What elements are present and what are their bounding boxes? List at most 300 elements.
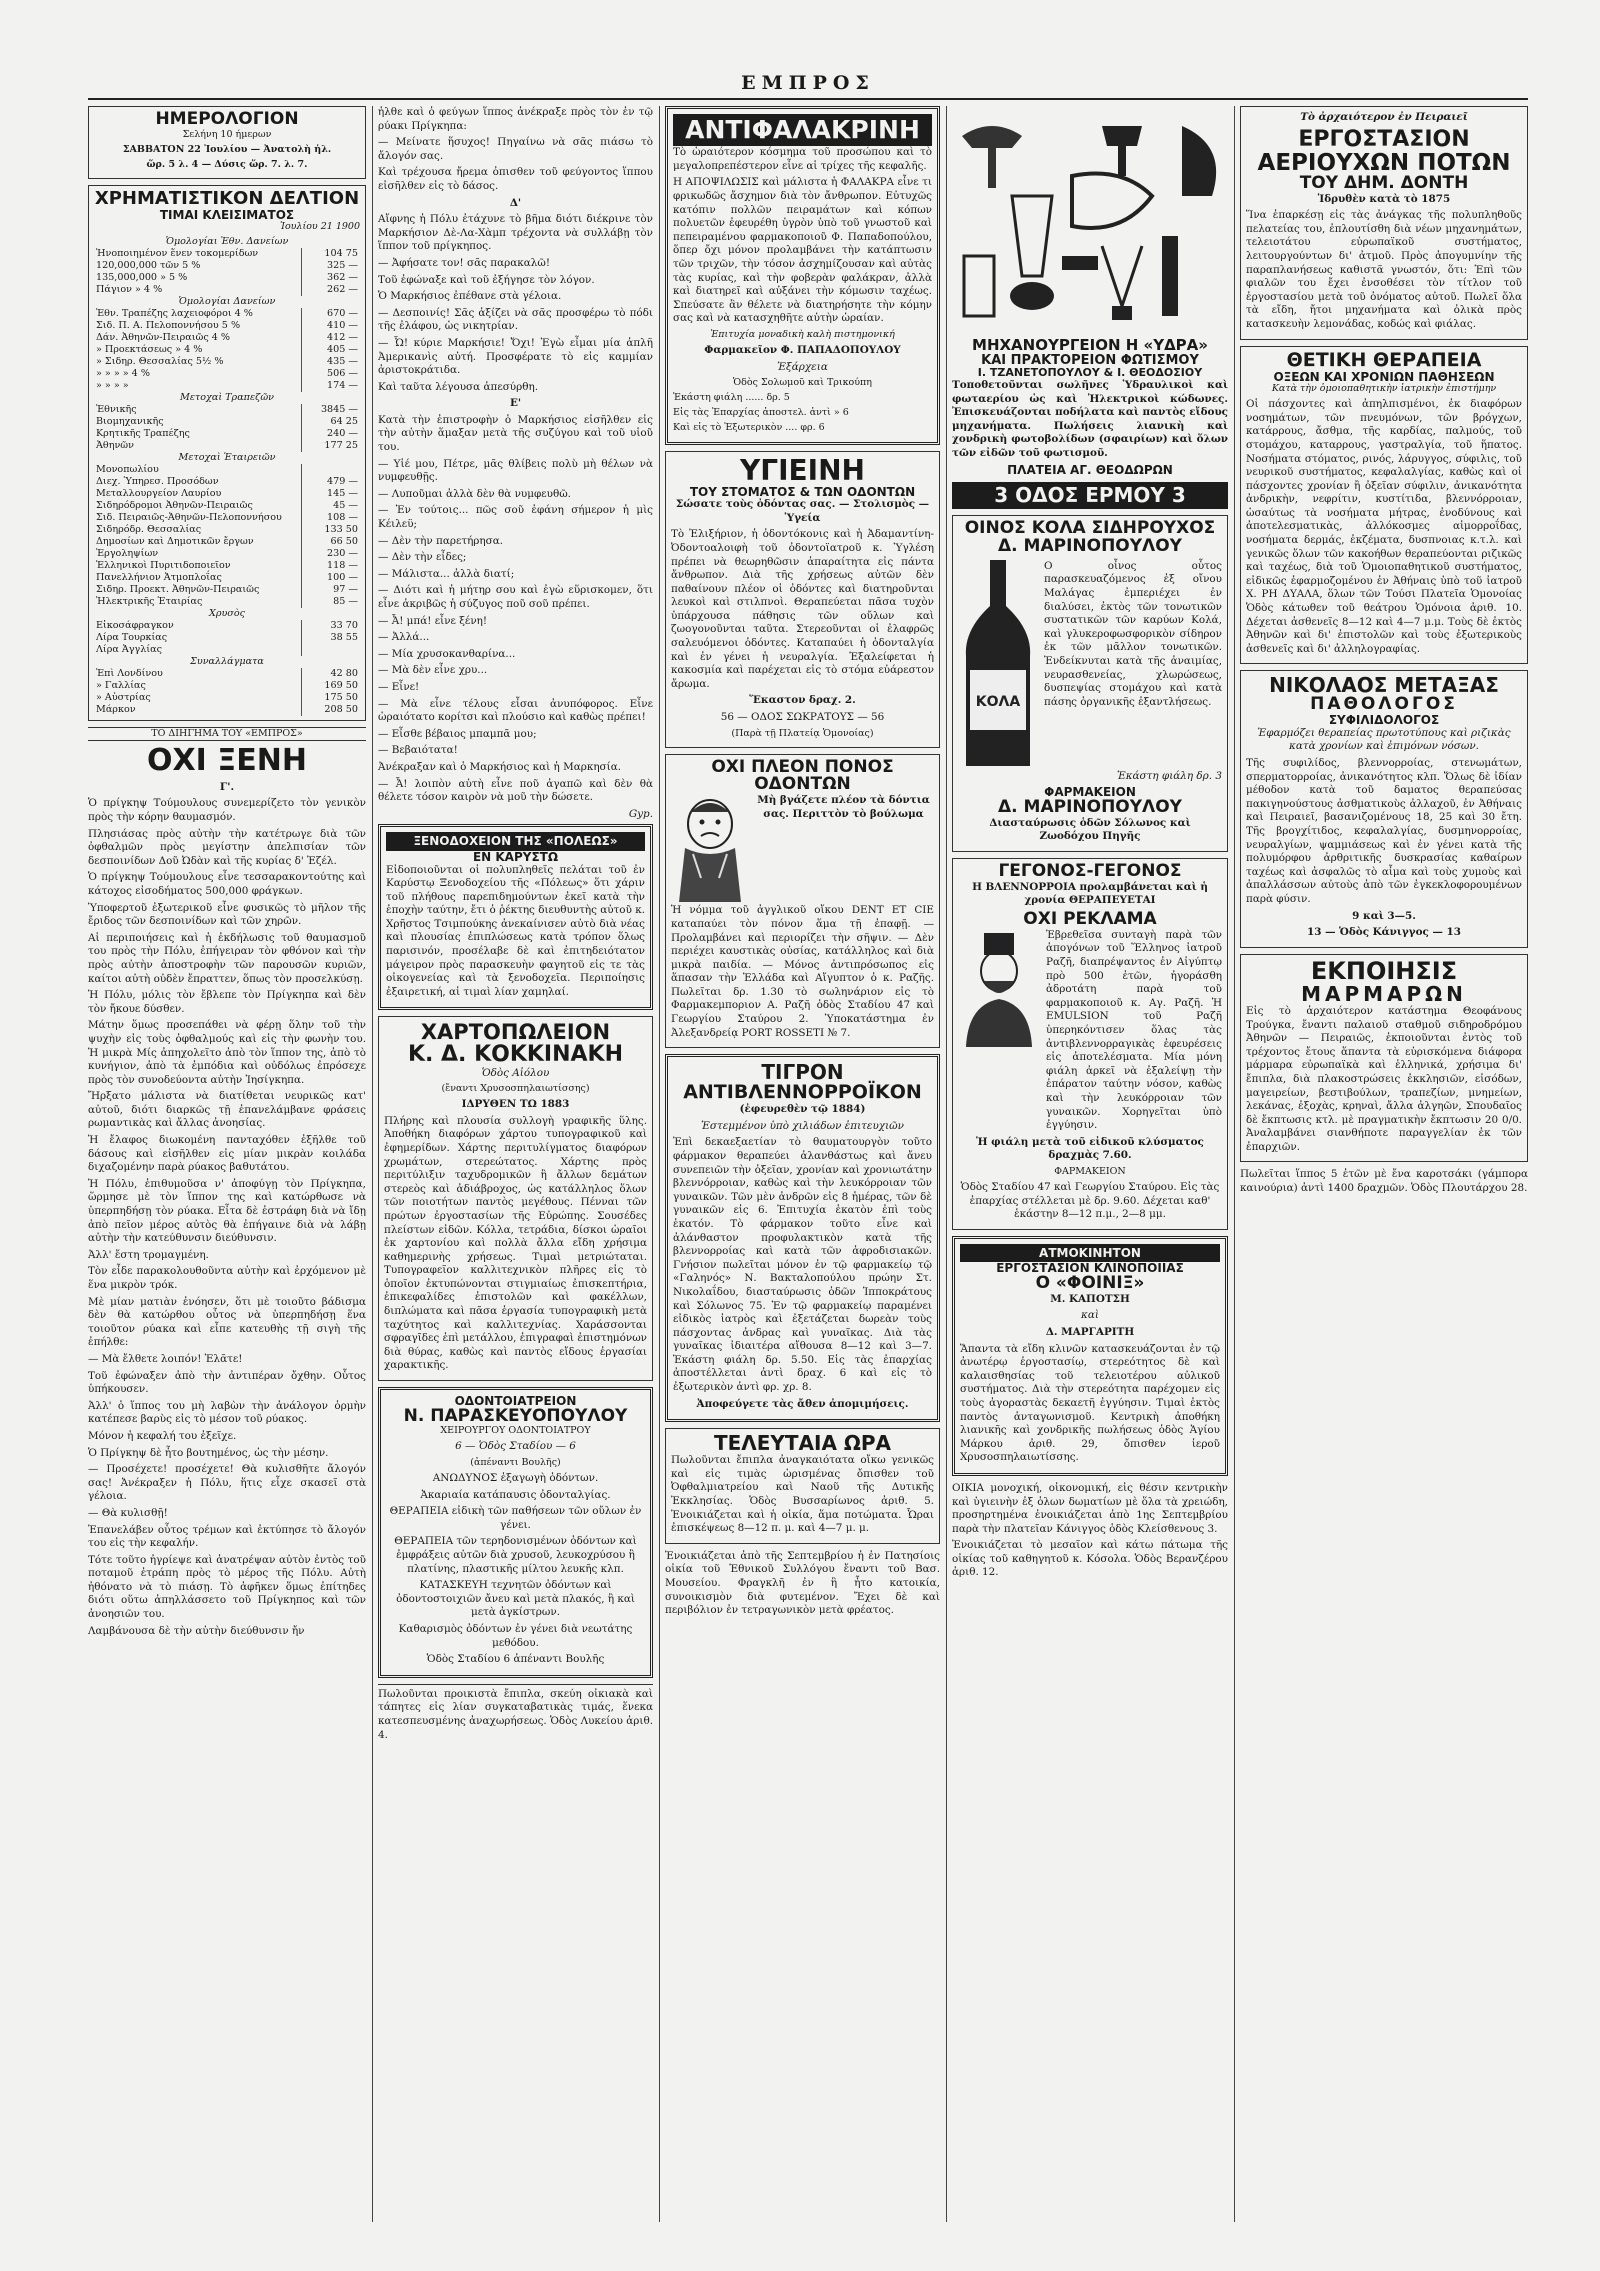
stationery-title: ΧΑΡΤΟΠΩΛΕΙΟΝ xyxy=(420,1020,611,1045)
table-section-label: Χρυσὸς xyxy=(209,608,245,620)
security-price: 169 50 xyxy=(302,680,361,692)
paragraph: Καὶ ταῦτα λέγουσα ἀπεσύρθη. xyxy=(378,380,538,393)
homeopathy-subtitle: ΟΞΕΩΝ ΚΑΙ ΧΡΟΝΙΩΝ ΠΑΘΗΣΕΩΝ xyxy=(1273,369,1495,384)
security-price: 64 25 xyxy=(302,416,361,428)
paragraph: Ἀκαριαία κατάπαυσις ὀδονταλγίας. xyxy=(420,1488,611,1501)
paragraph: — Ἐν τούτοις... πῶς σοῦ ἐφάνη σήμερον ἡ μὶς Κέιλεϋ; xyxy=(378,504,653,531)
feuilleton-title: ΟΧΙ ΞΕΝΗ xyxy=(147,743,307,779)
phoenix-text: Ἅπαντα τὰ εἴδη κλινῶν κατασκευάζονται ἐν τῷ ἀνωτέρῳ ἐργοστασίῳ, στερεότητος δὲ καὶ καλαισθησίας τοῦ τελειοτέρου αὐλικοῦ συστήματος. Διὰ τὴν στερεότητα παρέχομεν εἰς τοὺς ἀγοραστὰς δεκαετῆ ἐγγύησιν. Τιμαὶ ἐκτὸς παντὸς ἀνταγωνισμοῦ. Κεντρικὴ ἀποθήκη λιανικῆς καὶ χονδρικῆς πωλήσεως ὁδὸς Ἁγίου Μάρκου ἀριθ. 29, ὄπισθεν ἱεροῦ Χρυσοσπηλαιωτίσσης. xyxy=(960,1342,1220,1464)
fact-address: Ὁδὸς Σταδίου 47 καὶ Γεωργίου Σταύρου. Εἰς τὰς ἐπαρχίας στέλλεται μὲ δρ. 9.60. Δέχεται καθ' ἑκάστην 8—12 π.μ., 2—8 μμ. xyxy=(960,1180,1220,1221)
paragraph: — Εἶσθε βέβαιος μπαμπᾶ μου; xyxy=(378,727,537,740)
paragraph: Μόνον ἡ κεφαλή του ἐξεῖχε. xyxy=(88,1429,237,1442)
doctor-portrait-illustration xyxy=(958,929,1040,1049)
table-section-label: Μετοχαὶ Τραπεζῶν xyxy=(180,392,274,404)
security-price: 262 — xyxy=(302,284,361,296)
metaxas-address: 13 — Ὁδὸς Κάνιγγος — 13 xyxy=(1307,926,1461,939)
hydra-owners: Ι. ΤΖΑΝΕΤΟΠΟΥΛΟΥ & Ι. ΘΕΟΔΟΣΙΟΥ xyxy=(977,366,1203,380)
hygiene-subtitle: ΤΟΥ ΣΤΟΜΑΤΟΣ & ΤΩΝ ΟΔΟΝΤΩΝ xyxy=(689,484,916,499)
paragraph: — Δεσποινίς! Σᾶς ἀξίζει νὰ σᾶς προσφέρω τὸ πόδι τῆς ἐλάφου, ὡς νικητρίαν. xyxy=(378,306,653,333)
table-row xyxy=(94,464,360,476)
table-row xyxy=(94,440,360,452)
security-price: 97 — xyxy=(302,584,361,596)
security-name: Μάρκον xyxy=(96,704,136,716)
security-name: » Σιδηρ. Θεσσαλίας 5½ % xyxy=(96,356,224,368)
stationery-ad xyxy=(378,1016,653,1381)
hygiene-slogan: Σώσατε τοὺς ὀδόντας σας. — Στολισμὸς — Ὑγεία xyxy=(675,498,930,524)
table-row xyxy=(94,368,360,380)
paragraph: — Ἆ! μπά! εἶνε ξένη! xyxy=(378,614,488,627)
phoenix-owner-2: Δ. ΜΑΡΓΑΡΙΤΗ xyxy=(1045,1325,1135,1338)
exchange-box xyxy=(88,185,366,721)
table-row xyxy=(94,596,360,608)
calendar-title: ΗΜΕΡΟΛΟΓΙΟΝ xyxy=(155,109,299,129)
dentist-title: ΟΔΟΝΤΟΙΑΤΡΕΙΟΝ xyxy=(454,1394,577,1409)
paragraph: Μάτην ὅμως προσεπάθει νὰ φέρῃ ὅλην τοῦ τὴν ψυχὴν εἰς τοὺς ὀφθαλμούς καὶ εἰς τὴν φωνὴν του. Ἡ μικρὰ Μίς ἀπηχολεῖτο ἀπὸ τὸν ἵππον της, ἀπὸ τὸ κυνήγιον, ἀπὸ τὰ ἐμπόδια καὶ οὐδόλως ἐπρόσεχε πρὸς τὸν συνοδεύοντα αὐτὴν Ἰησίγκηπα. xyxy=(88,1019,366,1086)
paragraph: — Ἀφήσατε τον! σᾶς παρακαλῶ! xyxy=(378,256,550,269)
hydra-subtitle: ΚΑΙ ΠΡΑΚΤΟΡΕΙΟΝ ΦΩΤΙΣΜΟΥ xyxy=(981,352,1199,368)
security-name: Λίρα Ἀγγλίας xyxy=(96,644,162,656)
paragraph: — Μία χρυσοκανθαρίνα... xyxy=(378,647,516,660)
paragraph: — Βεβαιότατα! xyxy=(378,744,458,757)
table-row xyxy=(94,476,360,488)
paragraph: Μὲ μίαν ματιὰν ἐνόησεν, ὅτι μὲ τοιοῦτο βάδισμα δὲν θὰ κατώρθου οὗτος νὰ ὑπερπηδήσῃ ἕνα τοιοῦτον ρύακα καὶ εἶπε κατευθὴς τῇ σιγὴ τῆς ἐπήλθε: xyxy=(88,1295,366,1349)
toothache-subtitle: Μὴ βγάζετε πλέον τὰ δόντια σας. Περιττὸν τὸ βούλωμα xyxy=(757,794,930,820)
security-price: 104 75 xyxy=(302,248,361,260)
security-price: 435 — xyxy=(302,356,361,368)
security-price: 325 — xyxy=(302,260,361,272)
security-name: Σιδηρόδρ. Θεσσαλίας xyxy=(96,524,202,536)
toothache-ad xyxy=(665,754,940,1049)
table-section-label: Συναλλάγματα xyxy=(190,656,264,668)
table-row xyxy=(94,452,360,464)
security-price: 174 — xyxy=(302,380,361,392)
table-row xyxy=(94,500,360,512)
hydra-title: ΜΗΧΑΝΟΥΡΓΕΙΟΝ Η «ΥΔΡΑ» xyxy=(972,336,1208,354)
security-price: 118 — xyxy=(302,560,361,572)
paragraph: — Μὰ ἔλθετε λοιπόν! Ἐλᾶτε! xyxy=(88,1352,243,1365)
story-continuation xyxy=(378,106,653,194)
metaxas-ad xyxy=(1240,670,1528,947)
security-name: Ἐπὶ Λονδίνου xyxy=(96,668,163,680)
paragraph: Ἤρξατο μάλιστα νὰ διατίθεται νευρικῶς κατ' αὐτοῦ, διότι διαρκῶς τῇ ἐπανελάμβανε φράσεις ρωμαντικὰς καὶ ἄλλας ἀνοησίας. xyxy=(88,1090,366,1130)
paragraph: Τότε τοῦτο ἠγρίεψε καὶ ἀνατρέψαν αὐτὸν ἐντὸς τοῦ ποταμοῦ ἐτράπη πρὸς τὸ μέρος τῆς Πόλυ. Αὐτὴ ἠθόνατο νὰ τὸ πιάσῃ. Τὸ ἀφῆκεν ὅμως ἐπίτηδες διότι οὕτω ἀπηλλάσσετο τοῦ Πρίγκηπος καὶ τῶν ἀνοησιῶν του. xyxy=(88,1553,366,1621)
table-row xyxy=(94,344,360,356)
antifalakrini-prices xyxy=(673,392,932,434)
last-hour-text: Πωλοῦνται ἔπιπλα ἀναγκαιότατα οἴκω γενικῶς καὶ εἰς τιμὰς ὡρισμένας ὄπισθεν τοῦ Ὀφθαλμιατρείου καὶ Ναοῦ τῆς Δυτικῆς Ἐκκλησίας. Ὁδὸς Βυσσαρίωνος ἀριθ. 5. Ἐνοικιάζεται καὶ ἡ οἰκία, ἅμα ποτώματα. Ὧραι ἐπισκέψεως 8—12 π. μ. καὶ 4—7 μ. μ. xyxy=(671,1454,934,1535)
hygiene-price: Ἕκαστον δραχ. 2. xyxy=(749,694,856,707)
fact-ad xyxy=(952,858,1228,1230)
table-row xyxy=(94,236,360,248)
cola-wine-pharmacy-name: Δ. ΜΑΡΙΝΟΠΟΥΛΟΥ xyxy=(998,796,1182,817)
section-mark: Ε' xyxy=(509,397,522,410)
paragraph: Ἑκάστη φιάλη ...... δρ. 5 xyxy=(673,392,790,404)
table-row xyxy=(94,356,360,368)
security-name: Εἰκοσάφραγκον xyxy=(96,620,174,632)
security-name: Βιομηχανικῆς xyxy=(96,416,164,428)
last-hour-ad xyxy=(665,1428,940,1544)
security-name: » » » » 4 % xyxy=(96,368,150,380)
antifalakrini-pharmacy: Φαρμακεῖον Φ. ΠΑΠΑΔΟΠΟΥΛΟΥ xyxy=(704,343,901,356)
soda-founded: Ἱδρυθὲν κατὰ τὸ 1875 xyxy=(1317,192,1451,205)
security-price: 108 — xyxy=(302,512,361,524)
security-price: 100 — xyxy=(302,572,361,584)
paragraph: — Θὰ κυλισθῇ! xyxy=(88,1506,168,1519)
table-row xyxy=(94,332,360,344)
tigron-title: ΤΙΓΡΟΝ xyxy=(761,1060,844,1085)
security-price xyxy=(302,464,361,476)
security-name: Σιδηρ. Προεκτ. Ἀθηνῶν-Πειραιῶς xyxy=(96,584,260,596)
security-name: 120,000,000 τῶν 5 % xyxy=(96,260,201,272)
table-row xyxy=(94,548,360,560)
paragraph: Καὶ τρέχουσα ἤρεμα ὀπισθεν τοῦ φεύγοντος ἵππου εἰσῆλθεν εἰς τὸ δάσος. xyxy=(378,166,653,192)
metaxas-slogan: Ἐφαρμόζει θεραπείας πρωτοτύπους καὶ ριζικὰς κατὰ χρονίων καὶ ἐπιμόνων νόσων. xyxy=(1257,726,1511,753)
hydra-illustration xyxy=(952,106,1228,338)
soda-owner: ΤΟΥ ΔΗΜ. ΔΟΝΤΗ xyxy=(1299,172,1469,193)
cola-wine-ad xyxy=(952,515,1228,852)
column-3 xyxy=(665,106,940,2222)
feuilleton-label: ΤΟ ΔΙΗΓΗΜΑ ΤΟΥ «ΕΜΠΡΟΣ» xyxy=(88,727,366,741)
paragraph: Τὸν εἶδε παρακολουθοῦντα αὐτὴν καὶ ἐρχόμενον μὲ ἕνα μικρὸν τρόκ. xyxy=(88,1265,366,1292)
table-row xyxy=(94,536,360,548)
floor-rent-notice: Ἐνοικιάζεται τὸ μεσαῖον καὶ κάτω πάτωμα τῆς οἰκίας τοῦ καθηγητοῦ κ. Κόσολα. Ὁδὸς Βερανζέρου ἀριθ. 12. xyxy=(952,1539,1228,1579)
calendar-box xyxy=(88,106,366,179)
phoenix-and: καὶ xyxy=(1081,1309,1099,1322)
security-name: Μονοπωλίου xyxy=(96,464,159,476)
antifalakrini-address: Ὁδὸς Σολωμοῦ καὶ Τρικούπη xyxy=(733,377,872,389)
marble-ad xyxy=(1240,954,1528,1163)
table-row xyxy=(94,392,360,404)
security-price: 177 25 xyxy=(302,440,361,452)
story-continuation xyxy=(378,213,653,394)
table-row xyxy=(94,404,360,416)
paragraph: Ὁ Μαρκήσιος ἐπέθανε στὰ γέλοια. xyxy=(378,290,562,303)
fact-claim: ΟΧΙ ΡΕΚΛΑΜΑ xyxy=(1023,909,1157,930)
table-row xyxy=(94,644,360,656)
security-name: Κρητικῆς Τραπέζης xyxy=(96,428,190,440)
masthead: ΕΜΠΡΟΣ xyxy=(88,72,1528,100)
paragraph: Εἰς τὰς Ἐπαρχίας ἀποστελ. ἀντὶ » 6 xyxy=(673,407,849,419)
column-rule xyxy=(1234,106,1235,2222)
marble-subtitle: ΜΑΡΜΑΡΩΝ xyxy=(1301,981,1467,1006)
security-price: 33 70 xyxy=(302,620,361,632)
table-row xyxy=(94,512,360,524)
paragraph: Ἡ ἔλαφος διωκομένη πανταχόθεν ἐξῆλθε τοῦ δάσους καὶ εἰσῆλθεν εἰς μίαν μικρὰν κοιλάδα διχαζομένην παρὰ ρύακος βαθυτάτου. xyxy=(88,1134,366,1174)
wine-bottle-illustration xyxy=(958,560,1038,770)
paragraph: — Μάλιστα... ἀλλὰ διατί; xyxy=(378,567,515,580)
antifalakrini-text: Η ΑΠΟΨΙΛΩΣΙΣ καὶ μάλιστα ἡ ΦΑΛΑΚΡΑ εἶνε τι φρικωδῶς ἄσχημον διὰ τὸν ἄνθρωπον. Εὐτυχῶς κατόπιν πολλῶν πειραμάτων καὶ κόπων πολυετῶν ἐφευρέθη ὑγρὸν ὑπὸ τοῦ γνωστοῦ καὶ πεπειραμένου φαρμακοποιοῦ Φ. Παπαδοπούλου, ὅπερ ὄχι μόνον προλαμβάνει τὴν κατάπτωσιν τῶν τριχῶν, τὴν τόσον ἀσχημίζουσαν καὶ αὐτὰς τὰς κυρίας, καὶ τὴν φοβερὰν φαλάκραν, ἀλλὰ καὶ διατηρεῖ καὶ αὐξάνει τὴν κόμωσιν ταχέως. Σπεύσατε ἂν θέλετε νὰ διατηρήσητε τὴν κόμην σας καὶ νὰ κατασχηθῆτε αὐτὴν ὡραίαν. xyxy=(673,176,932,325)
cola-wine-pharmacy: ΦΑΡΜΑΚΕΙΟΝ xyxy=(1044,785,1136,800)
paragraph: Ἀλλ' ὁ ἵππος του μὴ λαβὼν τὴν ἀνάλογον ὁρμὴν κατέπεσε βαρὺς εἰς τὸ μέσον τοῦ ρύακος. xyxy=(88,1399,366,1426)
security-price: 506 — xyxy=(302,368,361,380)
security-price: 362 — xyxy=(302,272,361,284)
hygiene-text: Τὸ Ἐλιξήριον, ἡ ὀδοντόκονις καὶ ἡ Ἀδαμαντίνη-Ὀδοντοαλοιφὴ τοῦ ὀδοντοϊατροῦ κ. Ὑγλέση πρέπει νὰ θεωρηθῶσιν ἀπαραίτητα εἰς πάντα ἄνθρωπον. Διὰ τῆς χρήσεως αὐτῶν δὲν παθαίνουν πλέον οἱ ὀδόντες καὶ διατηροῦνται λευκοὶ καὶ στιλπνοὶ. Θεραπεύεται πᾶσα τυχὸν ὑπάρχουσα πάθησις τῶν οὔλων καὶ ζωογονοῦνται ταῦτα. Στερεοῦνται οἱ ἐλαφρῶς σαλευόμενοι ὀδόντες. Καταπαύει ἡ ὀδονταλγία καὶ ἐν γένει ἡ νευραλγία. Ἐξαλείφεται ἡ κακοσμία καὶ παρέχεται εἰς τὸ στόμα εὐάρεστον ἄρωμα. xyxy=(671,528,934,690)
phoenix-ad xyxy=(952,1236,1228,1476)
paragraph: Ὁ πρίγκηψ Τούμουλους συνεμερίζετο τὸν γενικὸν πρὸς τὴν κόρην θαυμασμόν. xyxy=(88,797,366,824)
table-row xyxy=(94,524,360,536)
lamps-and-fittings-icon xyxy=(952,106,1228,338)
table-row xyxy=(94,416,360,428)
security-name: Ἐθν. Τραπέζης λαχειοφόροι 4 % xyxy=(96,308,253,320)
soda-kicker: Τὸ ἀρχαιότερον ἐν Πειραιεῖ xyxy=(1300,111,1468,123)
metaxas-hours: 9 καὶ 3—5. xyxy=(1352,909,1416,922)
table-section-label: Ὁμολογίαι Ἐθν. Δανείων xyxy=(165,236,289,248)
last-hour-title: ΤΕΛΕΥΤΑΙΑ ΩΡΑ xyxy=(713,1431,892,1456)
furniture-sale-notice: Πωλοῦνται προικιστὰ ἔπιπλα, σκεύη οἰκιακὰ καὶ τάπητες εἰς λίαν συγκαταβατικὰς τιμάς, ἕνεκα κατεσπευσμένης ἀναχωρήσεως. Ὁδὸς Λυκείου ἀριθ. 4. xyxy=(378,1684,653,1742)
paragraph: Ἐπανελάβεν οὗτος τρέμων καὶ ἐκτύπησε τὸ ἄλογόν του εἰς τὴν κεφαλήν. xyxy=(88,1523,366,1550)
paragraph: — Υἱέ μου, Πέτρε, μᾶς θλίβεις πολὺ μὴ θέλων νὰ νυμφευθῇς. xyxy=(378,457,653,484)
tigron-year: (ἐφευρεθὲν τῷ 1884) xyxy=(739,1103,866,1116)
hydra-address: ΠΛΑΤΕΙΑ ΑΓ. ΘΕΟΔΩΡΩΝ xyxy=(1007,462,1173,477)
paragraph: Αἴφνης ἡ Πόλυ ἐτάχυνε τὸ βῆμα διότι διέκρινε τὸν Μαρκήσιον Δὲ-Λα-Χὰμπ τρέχοντα νὰ συλλάβῃ τὸν ἵππον τοῦ πρίγκηπος. xyxy=(378,213,653,253)
paragraph: Κατὰ τὴν ἐπιστροφὴν ὁ Μαρκήσιος εἰσῆλθεν εἰς τὴν αὐτὴν ἅμαξαν μετὰ τῆς συζύγου καὶ τοῦ υἱοῦ του. xyxy=(378,413,653,454)
table-row xyxy=(94,632,360,644)
metaxas-role-2: ΣΥΦΙΛΙΔΟΛΟΓΟΣ xyxy=(1328,713,1440,728)
antifalakrini-ad xyxy=(665,106,940,445)
security-name: Σιδ. Πειραιῶς-Ἀθηνῶν-Πελοποννήσου xyxy=(96,512,282,524)
stationery-text: Πλήρης καὶ πλουσία συλλογὴ γραφικῆς ὕλης. Ἀποθήκη διαφόρων χάρτου τυπογραφικοῦ καὶ ἐφημερίδων. Χάρτης περιτυλίγματος διαφόρων χρωμάτων, στερεώτατος. Χάρτης πρὸς περιτύλιξιν ταχυδρομικῶν ἢ ἄλλων δεμάτων στερεὸς καὶ ἀδιάβροχος, ὡς κατάλληλος ὅλων τῶν ποιοτήτων παντὸς μεγέθους. Πένναι τῶν πρώτων ἐργοστασίων τῆς Εὐρώπης. Σουσέδες πλείστων εἰδῶν. Κόλλα, τετράδια, δίσκοι ὡραῖοι ἐκ χαρτονίου καὶ πολλὰ ἄλλα εἴδη χρήσιμα καθημερινὴς χρήσεως. Τιμαὶ μετριώταται. Τυπογραφεῖον καλλιτεχνικὸν πλῆρες εἰς τὸ ὁποῖον ἐκτυπώνονται στιγμιαίως ἐπισκεπτήρια, ἐπικεφαλίδες ἐπιστολῶν καὶ φακέλλων, διπλώματα καὶ πᾶσα ἐργασία τυπογραφικὴ μετὰ ταχύτητος καὶ καλλιτεχνίας. Χαράσσονται σφραγῖδες ἐπὶ μετάλλου, ἐπιγραφαὶ ἐπιστημόνων διὰ θύρας, καθὼς καὶ παντὸς εἴδους ἐργασίαι χαρακτικῆς. xyxy=(384,1114,647,1372)
hygiene-ad xyxy=(665,451,940,747)
table-row xyxy=(94,668,360,680)
paragraph: — Διότι καὶ ἡ μήτηρ σου καὶ ἐγὼ εὕρισκομεν, ὅτι εἶνε ἀκριβῶς ἡ σύζυγος ποῦ σοῦ πρέπει. xyxy=(378,584,653,610)
table-section-label: Ὁμολογίαι Δανείων xyxy=(178,296,276,308)
cola-wine-maker: Δ. ΜΑΡΙΝΟΠΟΥΛΟΥ xyxy=(998,535,1182,556)
table-row xyxy=(94,320,360,332)
paragraph: Τοῦ ἐφώναξεν ἀπὸ τὴν ἀντιπέραν ὄχθην. Οὗτος ὑπήκουσεν. xyxy=(88,1369,366,1396)
paragraph: Ὁδὸς Σταδίου 6 ἀπέναντι Βουλῆς xyxy=(426,1653,605,1666)
paragraph: Ὁ Πρίγκηψ δὲ ἦτο βουτημένος, ὡς τὴν μέσην. xyxy=(88,1446,329,1459)
security-name: » » » » xyxy=(96,380,129,392)
table-row xyxy=(94,620,360,632)
paragraph: — Ὦ! κύριε Μαρκήσιε! Ὄχι! Ἐγὼ εἶμαι μία ἁπλῆ Ἀμερικανὶς αὐτή. Προσφέρατε τὸ εἰς καμμίαν ἀριστοκράτιδα. xyxy=(378,336,653,377)
security-name: Ἐργοληψίων xyxy=(96,548,159,560)
paragraph: Ὁ πρίγκηψ Τούμουλους εἶνε τεσσαρακοντούτης καὶ κάτοχος εἰσοδήματος 500,000 φράγκων. xyxy=(88,871,366,897)
homeopathy-title: ΘΕΤΙΚΗ ΘΕΡΑΠΕΙΑ xyxy=(1286,348,1482,371)
paragraph: ΑΝΩΔΥΝΟΣ ἐξαγωγὴ ὀδόντων. xyxy=(432,1472,599,1485)
fact-text: Ἐβρεθεῖσα συνταγὴ παρὰ τῶν ἀπογόνων τοῦ Ἕλληνος ἰατροῦ Ραζῆ, διαπρέψαντος ἐν Αἰγύπτῳ πρὸ 500 ἐτῶν, ἠγοράσθη ἀδροτάτη παρὰ τοῦ φαρμακοποιοῦ κ. Αγ. Ραζῆ. Ἡ EMULSION τοῦ Ραζῆ ὑπερηκόντισεν ὅλας τὰς ἀντιβλεννορραγικὰς ἐφευρέσεις εἰς ἀποτελέσματα. Μία μόνη φιάλη ἀρκεῖ νὰ ἐξαλείψῃ τὴν ἐπάρατον ταύτην νόσον, καθὼς καὶ τὴν λευκόρροιαν τῶν γυναικῶν. Χορηγεῖται ὑπὸ ἐγγύησιν. xyxy=(1046,928,1222,1132)
security-price: 405 — xyxy=(302,344,361,356)
paragraph: Καθαρισμὸς ὀδόντων ἐν γένει διὰ νεωτάτης μεθόδου. xyxy=(398,1623,633,1649)
security-name: Ἑλληνικοὶ Πυριτιδοποιεῖον xyxy=(96,560,231,572)
security-name: Διεχ. Ὑπηρεσ. Προσόδων xyxy=(96,476,219,488)
calendar-line: Σελήνη 10 ήμερων xyxy=(182,128,272,140)
security-name: Ἡνοποιημένον ἕνεν τοκομερίδων xyxy=(96,248,259,260)
hermou-banner: 3 ΟΔΟΣ ΕΡΜΟΥ 3 xyxy=(952,482,1228,509)
paragraph: Αἱ περιποιήσεις καὶ ἡ ἐκδήλωσις τοῦ θαυμασμοῦ του πρὸς τὴν Πόλυ, ἐπήγειραν τὸν φθόνον καὶ τὴν πρὸς αὐτὴν ἀποστροφὴν τῶν παρουσῶν κυριῶν, καίτοι αὐτὴ οὐδὲν ἔπραττεν, ὅπως τὸν προσελκύσῃ. xyxy=(88,931,366,985)
paragraph: ΘΕΡΑΠΕΙΑ τῶν τερηδονισμένων ὀδόντων καὶ ἐμφράξεις αὐτῶν διὰ χρυσοῦ, λευκοχρύσου ἢ πλατίνης, πλαστικῆς μίλτου λευκῆς κλπ. xyxy=(394,1535,637,1575)
dentist-ad xyxy=(378,1387,653,1678)
paragraph: — Δὲν τὴν εἶδες; xyxy=(378,551,467,564)
security-price: 479 — xyxy=(302,476,361,488)
security-price: 670 — xyxy=(302,308,361,320)
table-row xyxy=(94,272,360,284)
dentist-role: ΧΕΙΡΟΥΡΓΟΥ ΟΔΟΝΤΟΙΑΤΡΟΥ xyxy=(440,1425,591,1437)
rent-notice: Ἐνοικιάζεται ἀπὸ τῆς Σεπτεμβρίου ἡ ἐν Πατησίοις οἰκία τοῦ Ἐθνικοῦ Συλλόγου ἔναντι τοῦ Βασ. Μουσείου. Φραγκλῆ ἐν ἣ ἦτο κατοικία, συνοικισμὸν διὰ φυτεμένον. Ἔχει δὲ καὶ περιβόλιον ἐν τετραγωνικὸν μετὰ φρέατος. xyxy=(665,1549,940,1617)
security-price: 85 — xyxy=(302,596,361,608)
column-4 xyxy=(952,106,1228,2222)
metaxas-name: ΝΙΚΟΛΑΟΣ ΜΕΤΑΞΑΣ xyxy=(1269,673,1499,698)
table-row xyxy=(94,680,360,692)
homeopathy-note: Κατὰ τὴν ὁμοιοπαθητικὴν ἰατρικὴν ἐπιστήμην xyxy=(1271,383,1497,395)
table-row xyxy=(94,296,360,308)
exchange-table xyxy=(94,236,360,716)
security-name: Δημοσίων καὶ Δημοτικῶν ἔργων xyxy=(96,536,254,548)
security-name: Λίρα Τουρκίας xyxy=(96,632,168,644)
phoenix-title: ΑΤΜΟΚΙΝΗΤΟΝ xyxy=(960,1244,1220,1263)
security-name: Μεταλλουργείον Λαυρίου xyxy=(96,488,222,500)
stationery-owner: Κ. Δ. ΚΟΚΚΙΝΑΚΗ xyxy=(407,1042,624,1068)
hygiene-title: ΥΓΙΕΙΝΗ xyxy=(740,454,865,488)
table-row xyxy=(94,584,360,596)
security-name: » Αὐστρίας xyxy=(96,692,151,704)
tigron-ad xyxy=(665,1054,940,1422)
paragraph: Ὑποφερτοῦ ἐξωτερικοῦ εἶνε φυσικῶς τὸ μῆλον τῆς ἔριδος τῶν δεσποινίδων καὶ τῶν χηρῶν. xyxy=(88,901,366,928)
hygiene-address: 56 — ΟΔΟΣ ΣΩΚΡΑΤΟΥΣ — 56 xyxy=(720,711,885,724)
soda-headline: ΑΕΡΙΟΥΧΩΝ ΠΟΤΩΝ xyxy=(1257,149,1511,176)
exchange-subtitle: ΤΙΜΑΙ ΚΛΕΙΣΙΜΑΤΟΣ xyxy=(159,207,295,222)
stationery-address-note: (ἔναντι Χρυσοσπηλαιωτίσσης) xyxy=(441,1083,590,1095)
phoenix-owner-1: Μ. ΚΑΠΟΤΣΗ xyxy=(1050,1292,1130,1305)
tigron-subtitle: ΑΝΤΙΒΛΕΝΝΟΡΡΟΪΚΟΝ xyxy=(683,1081,922,1104)
paragraph: Ἀνέκραξαν καὶ ὁ Μαρκήσιος καὶ ἡ Μαρκησία. xyxy=(378,760,622,773)
cola-wine-address: Διασταύρωσις ὁδῶν Σόλωνος καὶ Ζωοδόχου Πηγῆς xyxy=(989,816,1191,843)
paragraph: — Εἶνε! xyxy=(378,680,420,693)
tigron-slogan: Ἐστεμμένον ὑπὸ χιλιάδων ἐπιτευχιῶν xyxy=(701,1119,904,1132)
newspaper-page xyxy=(88,72,1528,2222)
paragraph: Καὶ εἰς τὸ Ἐξωτερικὸν .... φρ. 6 xyxy=(673,422,825,434)
paragraph: — Μὰ εἶνε τέλους εἶσαι ἀνυπόφορος. Εἶνε ὡραιότατο κορίτσι καὶ πλούσιο καὶ καθὼς πρέπει! xyxy=(378,697,653,724)
security-price: 230 — xyxy=(302,548,361,560)
feuilleton-part: Γ'. xyxy=(219,780,235,793)
horse-sale-notice: Πωλεῖται ἵππος 5 ἐτῶν μὲ ἔνα καροτσάκι (γάμπορα καινούρια) ἀντὶ 1400 δραχμῶν. Ὁδὸς Πλουτάρχου 28. xyxy=(1240,1168,1528,1195)
security-price: 208 50 xyxy=(302,704,361,716)
security-price: 42 80 xyxy=(302,668,361,680)
paragraph: Λαμβάνουσα δὲ τὴν αὐτὴν διεύθυνσιν ἤν xyxy=(88,1624,305,1637)
column-5 xyxy=(1240,106,1528,2222)
cola-wine-price: Ἑκάστη φιάλη δρ. 3 xyxy=(1116,769,1222,782)
fact-price: Ἡ φιάλη μετὰ τοῦ εἰδικοῦ κλύσματος δραχμὰς 7.60. xyxy=(976,1135,1204,1162)
paragraph: — Μείνατε ἥσυχος! Πηγαίνω νὰ σᾶς πιάσω τὸ ἄλογόν σας. xyxy=(378,136,653,162)
paragraph: — Λυποῦμαι ἀλλὰ δὲν θὰ νυμφευθῶ. xyxy=(378,487,571,500)
table-row xyxy=(94,692,360,704)
table-row xyxy=(94,704,360,716)
paragraph: ΘΕΡΑΠΕΙΑ εἰδικὴ τῶν παθήσεων τῶν οὔλων ἐν γένει. xyxy=(389,1505,642,1531)
dentist-address: 6 — Ὁδὸς Σταδίου — 6 xyxy=(455,1440,576,1453)
calendar-line: ΣΑΒΒΑΤΟΝ 22 Ἰουλίου — Ἀνατολὴ ἡλ. xyxy=(122,143,332,155)
hotel-title: ΞΕΝΟΔΟΧΕΙΟΝ ΤΗΣ «ΠΟΛΕΩΣ» xyxy=(386,832,645,851)
paragraph: Ἡ Πόλυ, μόλις τὸν ἔβλεπε τὸν Πρίγκηπα καὶ δὲν τὸν ἤκουε δύσθεν. xyxy=(88,989,366,1015)
security-price: 175 50 xyxy=(302,692,361,704)
toothache-title: ΟΧΙ ΠΛΕΟΝ ΠΟΝΟΣ ΟΔΟΝΤΩΝ xyxy=(711,756,894,795)
column-rule xyxy=(946,106,947,2222)
table-row xyxy=(94,260,360,272)
cola-wine-text: Ο οἶνος οὗτος παρασκευαζόμενος ἐξ οἴνου Μαλάγας ἐμπεριέχει ἐν διαλύσει, ἐκτὸς τῶν τονωτικῶν συστατικῶν τῶν καρύων Κολά, καὶ γλυκεροφωσφορικὸν σίδηρον ἐκ τῶν μᾶλλον τονωτικῶν. Ἐνδείκνυται κατὰ τῆς ἀναιμίας, νευρασθενείας, χλωρώσεως, δυσπεψίας στομάχου καὶ κατὰ πάσης ὀργανικῆς ἐξαντλήσεως. xyxy=(1044,559,1222,708)
homeopathy-text: Οἱ πάσχοντες καὶ ἀπηλπισμένοι, ἐκ διαφόρων νοσημάτων, τῶν πνευμόνων, τῶν βρόγχων, κατάρρους, ἄσθμα, τῆς καρδίας, παλμούς, τοῦ στομάχου, καταρρους, γαστραλγία, τοῦ ἥπατος. Νοσήματα στόματος, ρινός, λάρυγγος, σύφιλις, τοῦ νευρικοῦ συστήματος, κεφαλαλγίας, καθὼς καὶ οἱ πάσχοντες χρονίαν ἢ ὀξεῖαν σύφιλιν, ἀνικανότητα ἀνδρικὴν, νεφρίτιν, κυστίτιδα, βλεννόρροιαν, ὡσαύτως τὰ νοσήματα μήτρας, ἐνοδύνους καὶ ἀποτελεσματικὰς, ἀλλόκοσμες αἱμορροΐδας, νοσήματα δερμάς, ἐκζέματα, δυσπνοιας κ.τ.λ. καὶ γενικῶς ὅλων τῶν κακοήθων θεραπεύονται ριζικῶς καὶ ταχέως, διὰ τοῦ Ὁμοιοπαθητικοῦ συστήματος, εἰδικῶς ἐφαρμοζομένου ἐν Ἀθήναις ὑπὸ τοῦ ἰατροῦ Χ. ΡΗ ΔΥΑΛΑ, ὅλων τῶν Τούσι Πλατεῖα Ὁμονοίας Ὁδὸς κάτωθεν τοῦ θεάτρου Ὁμόνοια ἀριθ. 10. Δέχεται ἀσθενεῖς 8—12 καὶ 4—7 μ.μ. Τοὺς δὲ ἐκτὸς Ἀθηνῶν καὶ δι' ἐπιστολῶν καὶ τοὺς ἐξωτερικοὺς ἀσθενεῖς καὶ δι' ἀλληλογραφίας. xyxy=(1246,398,1522,655)
exchange-date: Ἰουλίου 21 1900 xyxy=(280,221,360,233)
hotel-text: Εἰδοποιοῦνται οἱ πολυπληθεῖς πελάται τοῦ ἐν Καρύστῳ Ξενοδοχείου τῆς «Πόλεως» ὅτι χάριν τοῦ πλήθους παρεπιδημούντων ἐκεῖ κατὰ τὴν ἐποχὴν ταύτην, ἔτι ὁ ῥέκτης διευθυντὴς αὐτοῦ κ. Χρῆστος Τσιμπούκης ἀνεκαίνισεν αὐτὸ διὰ νέας καὶ πλουσίας ἐπιπλώσεως κατὰ τρόπον ὅλως παρισινόν, προσέλαβε δὲ καὶ ἐπιτηδειότατον μάγειρον πρὸς παρασκευὴν φαγητοῦ εἰς τε τὰς οἰκογενείας καὶ τὰ ξενοδοχεῖα. Περιποίησις ἐξαιρετική, αἱ τιμαὶ λίαν χαμηλαί. xyxy=(386,863,645,998)
security-price: 412 — xyxy=(302,332,361,344)
table-row xyxy=(94,488,360,500)
security-price: 66 50 xyxy=(302,536,361,548)
paragraph: — Προσέχετε! προσέχετε! Θὰ κυλισθῆτε ἄλογόν σας! Ἀνέκραξεν ἡ Πόλυ, ἥτις εἶχε σκασεῖ στὰ γέλοια. xyxy=(88,1463,366,1503)
soda-factory-ad xyxy=(1240,106,1528,340)
security-price: 410 — xyxy=(302,320,361,332)
paragraph: — Μὰ δὲν εἶνε χρυ... xyxy=(378,664,488,677)
fact-title: ΓΕΓΟΝΟΣ-ΓΕΓΟΝΟΣ xyxy=(998,861,1182,881)
column-rule xyxy=(372,106,373,2222)
marble-title: ΕΚΠΟΙΗΣΙΣ xyxy=(1310,956,1458,985)
column-1 xyxy=(88,106,366,2222)
dentist-name: Ν. ΠΑΡΑΣΚΕΥΟΠΟΥΛΟΥ xyxy=(403,1405,628,1426)
bottle-label-text: ΚΟΛΑ xyxy=(975,693,1021,710)
fact-pharmacy: ΦΑΡΜΑΚΕΙΟΝ xyxy=(1054,1165,1126,1177)
story-continuation xyxy=(378,414,653,805)
metaxas-role: ΠΑΘΟΛΟΓΟΣ xyxy=(1310,694,1458,715)
security-name: Ἠλεκτρικῆς Ἑταιρίας xyxy=(96,596,203,608)
paragraph: Πλησιάσας πρὸς αὐτὴν τὴν κατέτρωγε διὰ τῶν ὀφθαλμῶν πρὸς μεγίστην ἀπελπισίαν τῶν δεσποινίδων Δοῦ Ὠδὰν καὶ τῆς κυρίας δ' Ἐζέλ. xyxy=(88,827,366,867)
homeopathy-ad xyxy=(1240,346,1528,665)
marble-text: Εἰς τὸ ἀρχαιότερον κατάστημα Θεοφάνους Τρούγκα, ἔναντι παλαιοῦ σταθμοῦ σιδηροδρόμου Ἀθηνῶν — Πειραιῶς, ἐκποιοῦνται ἐντὸς τοῦ τρέχοντος ἔτους ἅπαντα τὰ εὑρισκόμενα διάφορα μάρμαρα εὐρωπαϊκὰ καὶ ἑλληνικά, χρήσιμα δι' ἔπιπλα, διὰ πλακοστρώσεις ἐκκλησιῶν, εἰσόδων, μαγειρείων, βεστιβούλων, τραπεζίων, μνημείων, λεκάνας, ἐξοχὰς, κρηναὶ, ἄλλα ἀλγηῶν, Σπουδαῖος δὲ ἔκπτωσις κτλ. μὲ πραγματικὴν ἔκπτωσιν 20 0/0. Ἀναλαμβάνει σιανθήποτε παραγγελίαν ἐκ τῶν ἐπαρχιῶν. xyxy=(1246,1004,1522,1153)
security-price: 45 — xyxy=(302,500,361,512)
security-name: Πανελλήνιον Ἀτμοπλοΐας xyxy=(96,572,222,584)
fact-line: Η ΒΛΕΝΝΟΡΡΟΙΑ προλαμβάνεται καὶ ἡ χρονία ΘΕΡΑΠΕΥΕΤΑΙ xyxy=(972,880,1208,907)
antifalakrini-intro: Τὸ ὡραιότερον κόσμημα τοῦ προσώπου καὶ τὸ μεγαλοπρεπέστερον εἶνε αἱ τρίχες τῆς κεφαλῆς. xyxy=(673,146,932,172)
table-row xyxy=(94,572,360,584)
antifalakrini-city: Ἐξάρχεια xyxy=(777,360,828,373)
hotel-ad xyxy=(378,824,653,1010)
soda-title: ΕΡΓΟΣΤΑΣΙΟΝ xyxy=(1298,126,1470,152)
paragraph: — Δὲν τὴν παρετήρησα. xyxy=(378,534,504,547)
stationery-founded: ΙΔΡΥΘΕΝ ΤΩ 1883 xyxy=(461,1098,570,1111)
security-name: Ἐθνικῆς xyxy=(96,404,137,416)
phoenix-name: Ο «ΦΟΙΝΙΞ» xyxy=(1035,1272,1145,1293)
security-name: Δάν. Ἀθηνῶν-Πειραιῶς 4 % xyxy=(96,332,231,344)
paragraph: — Ἀλλά... xyxy=(378,631,430,644)
table-row xyxy=(94,380,360,392)
exchange-title: ΧΡΗΜΑΤΙΣΤΙΚΟΝ ΔΕΛΤΙΟΝ xyxy=(94,187,360,209)
security-name: » Προεκτάσεως » 4 % xyxy=(96,344,203,356)
calendar-line: ὥρ. 5 λ. 4 — Δύσις ὥρ. 7. λ. 7. xyxy=(146,158,308,170)
security-name: » Γαλλίας xyxy=(96,680,146,692)
table-row xyxy=(94,608,360,620)
soda-text: Ἵνα ἐπαρκέσῃ εἰς τὰς ἀνάγκας τῆς πολυπληθοῦς πελατείας του, ἐπλουτίσθη διὰ νέων μηχανημάτων, τελειοτάτου εὐρωπαϊκοῦ συστήματος, λειτουργούντων δι' ἀτμοῦ. Πρὸς ἀπογυμνίην τῆς παραπλανήσεως καθιστᾶ γνωστόν, ὅτι: Ἐπὶ τῶν φιαλῶν του ἔχει ἐνσοθέσει τὸν τίτλον τοῦ ἐργοστασίου μετὰ τοῦ ὀνόματος αὐτοῦ. Πωλεῖ ὅλα τὰ εἴδη, ἤτοι μηχανήματα καὶ ὀλικὰ πρὸς κατασκευὴν λεμονάδας, κοδώς καὶ φιάλας. xyxy=(1246,209,1522,331)
section-mark: Δ' xyxy=(509,196,522,209)
table-row xyxy=(94,308,360,320)
stationery-address: Ὁδὸς Αἰόλου xyxy=(481,1066,550,1079)
feuilleton-text xyxy=(88,797,366,1638)
security-price: 38 55 xyxy=(302,632,361,644)
cola-wine-title: ΟΙΝΟΣ ΚΟΛΑ ΣΙΔΗΡΟΥΧΟΣ xyxy=(964,518,1216,539)
hotel-subtitle: ΕΝ ΚΑΡΥΣΤΩ xyxy=(472,849,559,864)
antifalakrini-title: ΑΝΤΙΦΑΛΑΚΡΙΝΗ xyxy=(673,114,932,146)
security-price: 133 50 xyxy=(302,524,361,536)
paragraph: Τοῦ ἐφώναξε καὶ τοῦ ἐξήγησε τὸν λόγον. xyxy=(378,273,595,286)
toothache-text: Ἡ νόμμα τοῦ ἀγγλικοῦ οἴκου DENT ET CIE καταπαύει τὸν πόνον ἅμα τῇ ἐπαφῇ. — Προλαμβάνει καὶ περιορίζει τὴν σῆψιν. — Δὲν περιέχει καυστικὰς οὐσίας, κατάλληλος καὶ διὰ μικρὰ παιδία. — Μόνος ἀντιπρόσωπος εἰς ἅπασαν τὴν Ἑλλάδα καὶ Αἴγυπτον ὁ κ. Ραζῆς. Πωλεῖται δρ. 1.30 τὸ σωληνάριον εἰς τὸ Φαρμακεμποριον Α. Ραζῆ ὁδὸς Σταδίου 47 καὶ Γεωργίου Σταύρου 2. Ὑποκατάστημα ἐν Ἀλεξανδρείᾳ PORT ROSSETI № 7. xyxy=(671,904,934,1039)
paragraph: Ἀλλ' ἔστη τρομαγμένη. xyxy=(88,1248,209,1261)
hydra-text: Τοποθετοῦνται σωλῆνες Ὑδραυλικοὶ καὶ φωταερίου ὡς καὶ Ἠλεκτρικοὶ κώδωνες. Ἐπισκευάζονται ποδήλατα καὶ παντὸς εἴδους μηχανήματα. Πωλήσεις λιανικὴ καὶ χονδρικὴ φωτοβολίδων (σφαιρίων) καὶ ὅλων τῶν εἰδῶν τοῦ φωτισμοῦ. xyxy=(952,378,1228,459)
security-price xyxy=(302,644,361,656)
table-row xyxy=(94,428,360,440)
dentist-services xyxy=(386,1472,645,1667)
paragraph: ἦλθε καὶ ὁ φεύγων ἵππος ἀνέκραξε πρὸς τὸν ἐν τῷ ρύακι Πρίγκηπα: xyxy=(378,106,653,132)
security-name: Ἀθηνῶν xyxy=(96,440,134,452)
table-row xyxy=(94,248,360,260)
table-row xyxy=(94,560,360,572)
security-name: 135,000,000 » 5 % xyxy=(96,272,188,284)
column-rule xyxy=(659,106,660,2222)
paragraph: Ἡ Πόλυ, ἐπιθυμοῦσα ν' ἀποφύγῃ τὸν Πρίγκηπα, ὥρμησε μὲ τὸν ἵππον της καὶ κατώρθωσε νὰ ὑπερπηδήσῃ τὸν ρύακα. Εἶτα δὲ ἐστράφη διὰ νὰ ἴδῃ ἀπὸ πεῖον μέρος αὐτὸς θὰ ἐπήγαινε διὰ νὰ λάβῃ αὐτὴν τὴν κατεύθυνσιν διεύθυνσιν. xyxy=(88,1177,366,1245)
security-price: 3845 — xyxy=(302,404,361,416)
table-row xyxy=(94,656,360,668)
